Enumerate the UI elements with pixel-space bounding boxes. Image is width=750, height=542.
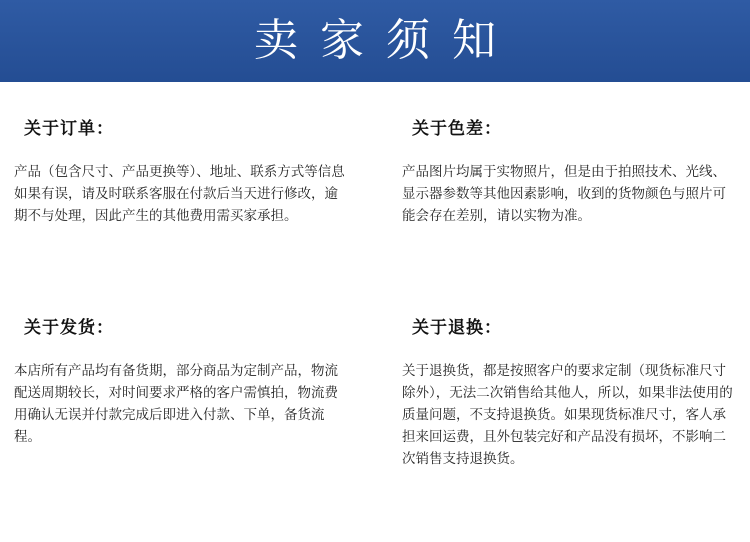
section-body-shipping: 本店所有产品均有备货期，部分商品为定制产品，物流配送周期较长，对时间要求严格的客户需慎拍，物流费用确认无误并付款完成后即进入付款、下单，备货流程。 — [14, 363, 338, 445]
section-title-shipping: 关于发货： — [24, 318, 114, 338]
section-title-returns: 关于退换： — [412, 318, 502, 338]
section-body-color-difference: 产品图片均属于实物照片，但是由于拍照技术、光线、显示器参数等其他因素影响，收到的货物颜色与照片可能会存在差别，请以实物为准。 — [402, 164, 726, 224]
section-shipping — [14, 313, 350, 448]
section-title-order: 关于订单： — [24, 119, 114, 139]
section-color-difference — [402, 114, 738, 227]
section-title-color-difference: 关于色差： — [412, 119, 502, 139]
header-banner — [0, 0, 750, 82]
page-title: 卖家须知 — [254, 15, 518, 66]
section-order — [14, 114, 350, 227]
section-returns — [402, 313, 738, 470]
section-body-order: 产品（包含尺寸、产品更换等）、地址、联系方式等信息如果有误，请及时联系客服在付款后当天进行修改，逾期不与处理，因此产生的其他费用需买家承担。 — [14, 164, 345, 224]
section-body-returns: 关于退换货，都是按照客户的要求定制（现货标准尺寸除外），无法二次销售给其他人，所以，如果非法使用的质量问题，不支持退换货。如果现货标准尺寸，客人承担来回运费，且外包装完好和产品没有损坏，不影响二次销售支持退换货。 — [402, 363, 733, 467]
